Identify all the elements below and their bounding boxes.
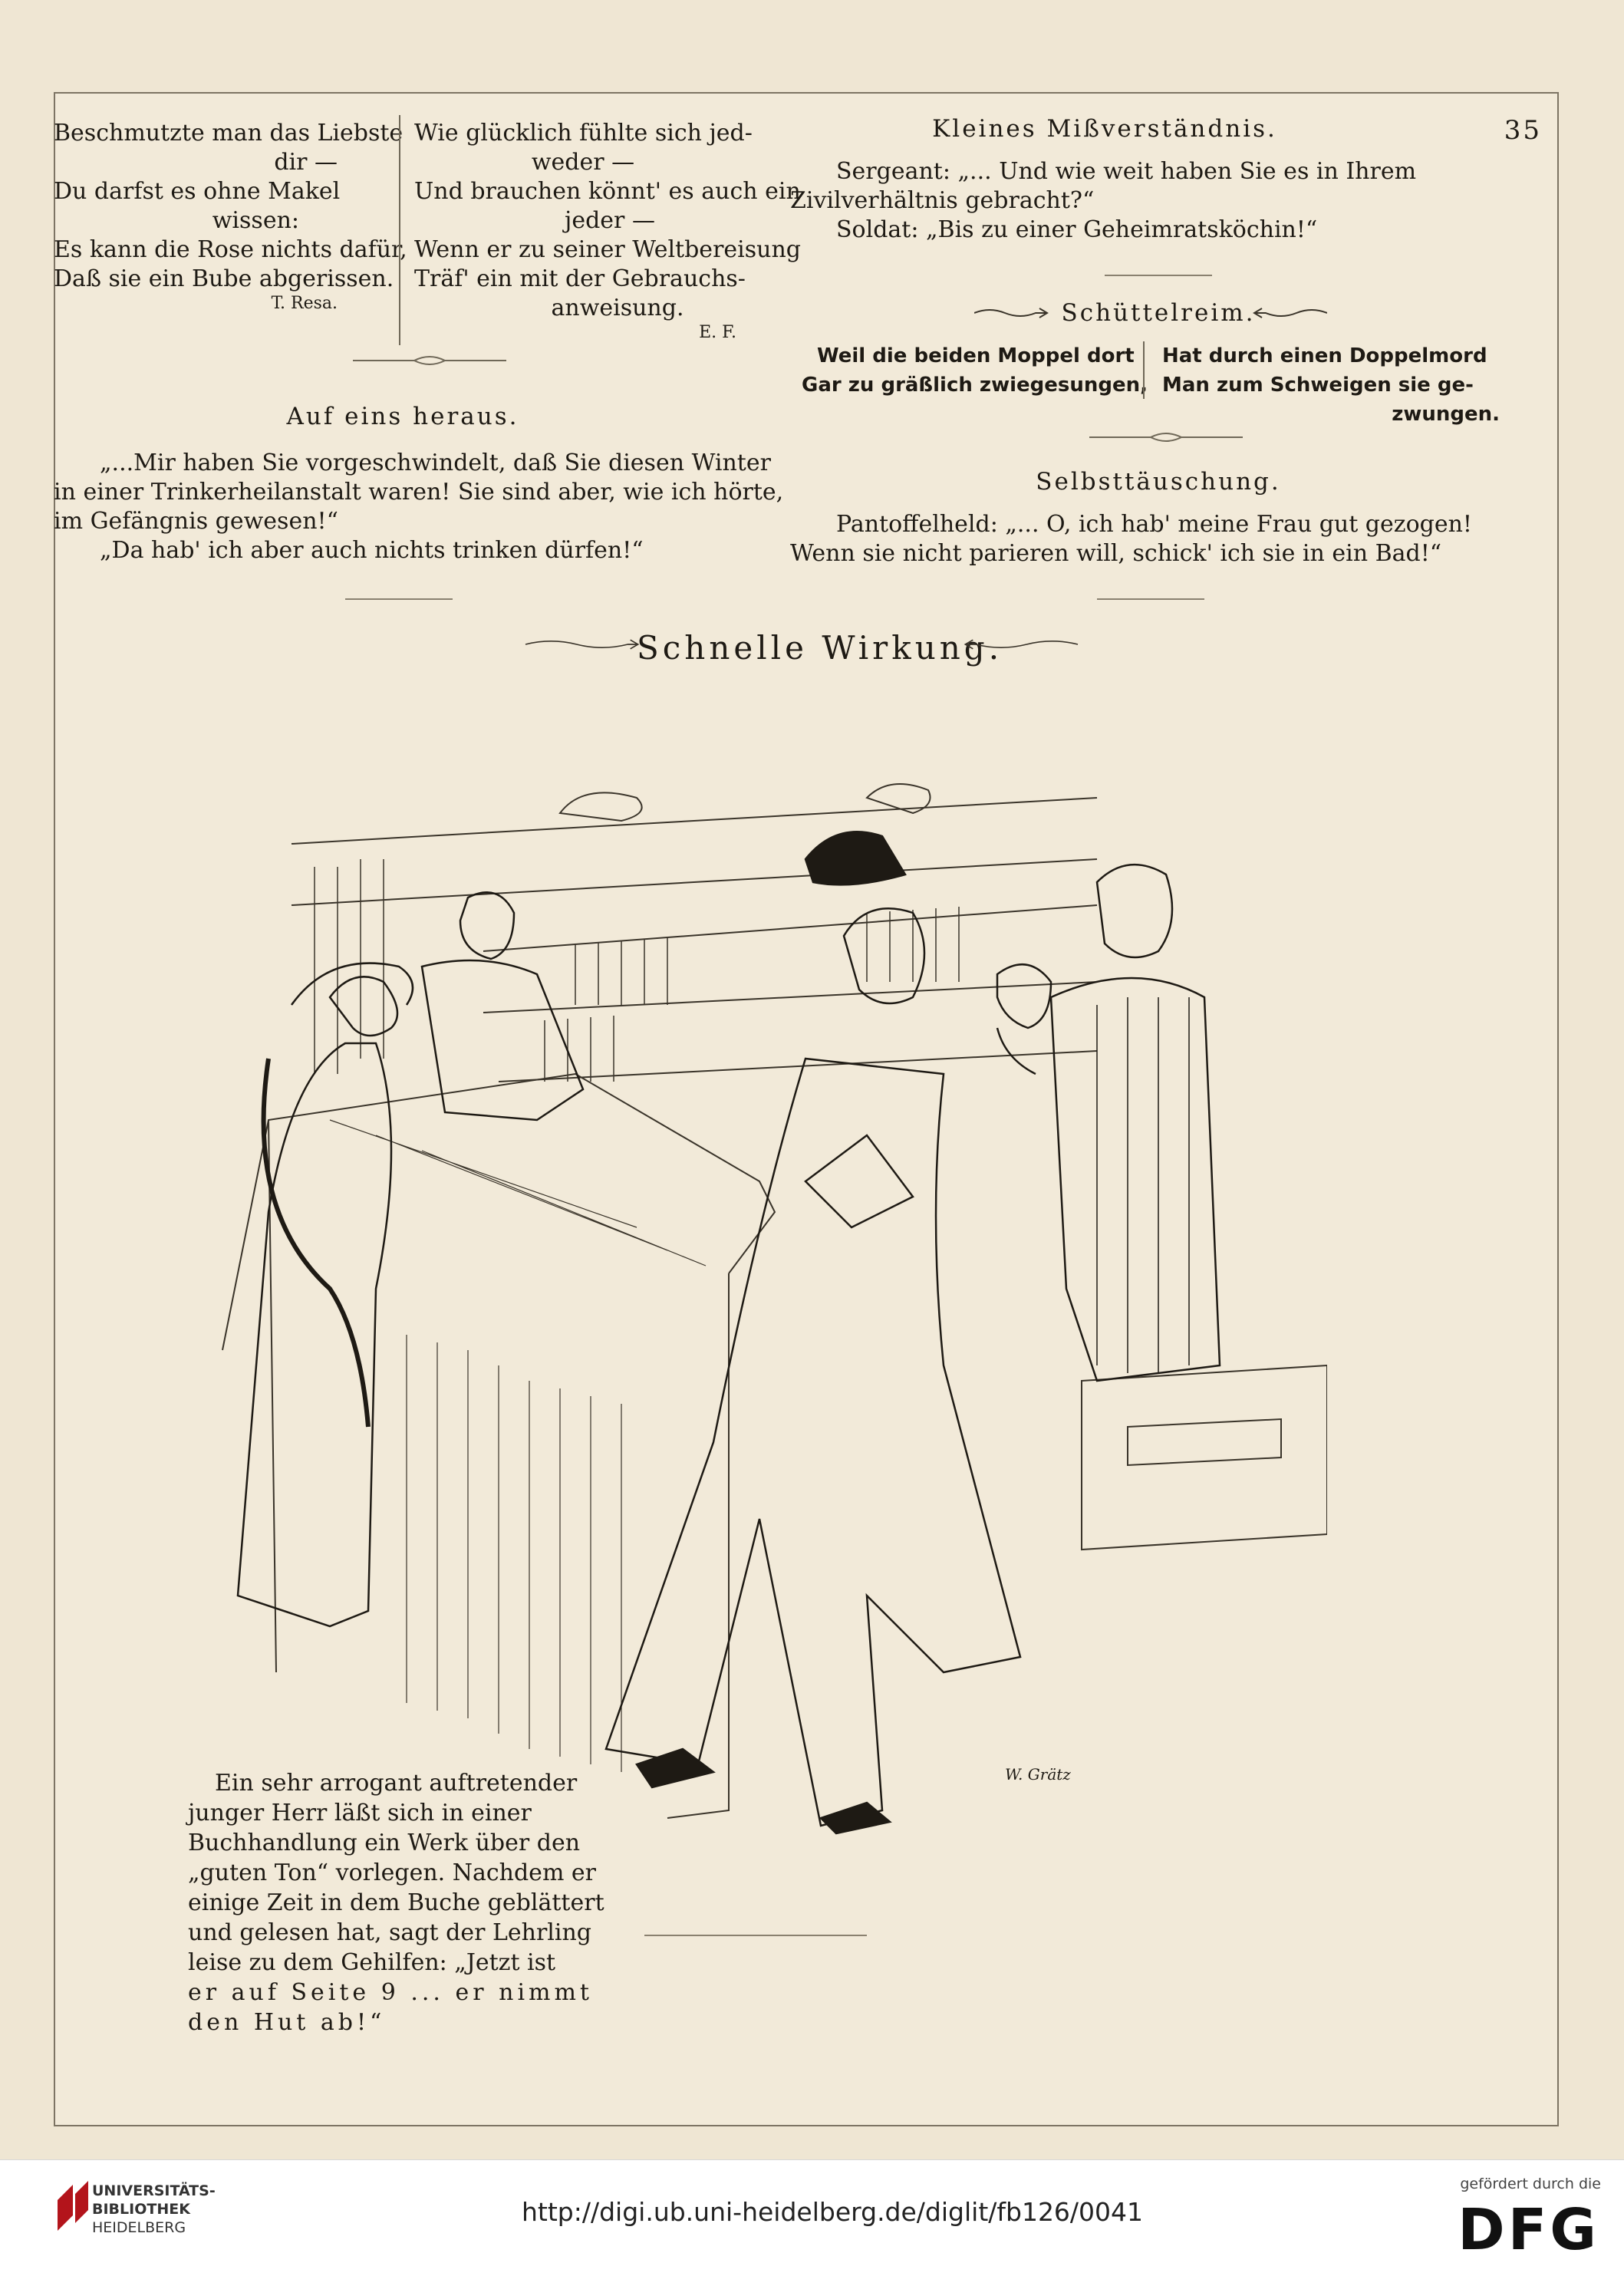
text-line: Hat durch einen Doppelmord: [1162, 344, 1487, 367]
caption-line: und gelesen hat, sagt der Lehrling: [188, 1919, 591, 1946]
shelf-line: [499, 1051, 1097, 1082]
text-line: Sergeant: „... Und wie weit haben Sie es in Ihrem: [836, 158, 1417, 185]
text-line: Weil die beiden Moppel dort: [817, 344, 1135, 367]
illustration-caption: [188, 1768, 604, 2037]
shoe: [637, 1749, 713, 1787]
lady-fur: [264, 1059, 368, 1427]
figure-assistant: [1051, 865, 1220, 1381]
poem-left-line: Du darfst es ohne Makel: [54, 178, 341, 205]
short-divider: [644, 1935, 867, 1936]
sponsor-text: gefördert durch die: [1460, 2176, 1601, 2192]
poem-right-line: anweisung.: [551, 295, 684, 321]
side-counter: [1082, 1365, 1327, 1550]
source-url-link[interactable]: http://digi.ub.uni-heidelberg.de/diglit/fb126/0041: [522, 2197, 1144, 2227]
arrow-ornament-right: [951, 637, 1089, 652]
library-line: BIBLIOTHEK: [92, 2201, 190, 2218]
open-book: [805, 1135, 913, 1227]
column-divider: [399, 115, 400, 345]
auf-eins-heraus-text: [54, 449, 784, 565]
clerk-head: [460, 892, 514, 959]
poem-right-line: Träf' ein mit der Gebrauchs-: [414, 265, 746, 292]
poem-left-line: Daß sie ein Bube abgerissen.: [54, 265, 394, 292]
arrow-ornament-right: [1250, 305, 1327, 321]
poem-left-line: Es kann die Rose nichts dafür,: [54, 236, 407, 263]
caption-line: Buchhandlung ein Werk über den: [188, 1830, 581, 1856]
poem-right-line: Wenn er zu seiner Weltbereisung: [414, 236, 801, 263]
poem-right-line: jeder —: [565, 207, 655, 234]
text-line: zwungen.: [1392, 403, 1500, 426]
dfg-logo: DFG: [1458, 2197, 1599, 2263]
assistant-head: [1097, 865, 1172, 957]
heading-kleines-missverstaendnis: Kleines Mißverständnis.: [932, 115, 1277, 143]
book-stack: [1128, 1419, 1281, 1465]
bowler-hat: [805, 832, 905, 884]
library-line: UNIVERSITÄTS-: [92, 2182, 216, 2199]
book-piles: [330, 1120, 706, 1266]
assistant-body: [1051, 978, 1220, 1381]
lamp: [867, 784, 931, 813]
text-line: Man zum Schweigen sie ge-: [1162, 374, 1474, 397]
poem-left: [54, 119, 407, 314]
poem-right-line: Wie glücklich fühlte sich jed-: [414, 120, 753, 147]
ornament-divider: [353, 353, 506, 368]
text-line: im Gefängnis gewesen!“: [54, 508, 338, 535]
text-line: „...Mir haben Sie vorgeschwindelt, daß Sie diesen Winter: [100, 450, 771, 476]
ornament-divider: [1089, 430, 1243, 445]
selbsttaeuschung-text: [790, 510, 1542, 568]
counter-top: [222, 1074, 775, 1350]
heading-auf-eins-heraus: Auf eins heraus.: [286, 403, 519, 430]
lady-dress: [238, 1043, 391, 1626]
poem-left-line: dir —: [274, 149, 338, 176]
poem-right-line: weder —: [531, 149, 635, 176]
digitization-footer: [0, 2159, 1624, 2276]
figure-clerk: [422, 892, 583, 1120]
short-divider: [345, 598, 453, 600]
caption-line: den Hut ab!“: [188, 2009, 386, 2036]
arrow-ornament-left: [514, 637, 652, 652]
caption-line: Ein sehr arrogant auftretender: [215, 1770, 578, 1797]
shelf-line: [292, 859, 1097, 905]
heading-schnelle-wirkung: Schnelle Wirkung.: [637, 629, 1003, 667]
schuettelreim-left: [802, 341, 1185, 400]
poem-left-signature: T. Resa.: [271, 294, 338, 313]
short-divider: [1097, 598, 1204, 600]
poem-right: [414, 119, 801, 343]
poem-right-signature: E. F.: [699, 323, 736, 342]
text-line: Gar zu gräßlich zwiegesungen,: [802, 374, 1148, 397]
caption-line: junger Herr läßt sich in einer: [188, 1800, 532, 1826]
figure-apprentice: [997, 964, 1051, 1074]
poem-right-line: Und brauchen könnt' es auch ein: [414, 178, 801, 205]
figure-lady: [238, 963, 413, 1626]
counter-hatching: [407, 1335, 621, 1772]
shoe: [821, 1803, 890, 1833]
text-line: „Da hab' ich aber auch nichts trinken dürfen!“: [100, 537, 644, 564]
heading-selbsttaeuschung: Selbsttäuschung.: [1036, 468, 1281, 496]
kleines-text: [790, 157, 1527, 245]
schuettelreim-right: [1162, 341, 1530, 429]
assistant-stripes: [1097, 997, 1189, 1373]
shelf-line: [292, 798, 1097, 844]
figure-young-man: [606, 832, 1020, 1833]
library-name: [92, 2182, 216, 2237]
poem-left-line: wissen:: [212, 207, 299, 234]
heading-schuettelreim: Schüttelreim.: [1061, 299, 1256, 327]
text-line: in einer Trinkerheilanstalt waren! Sie sind aber, wie ich hörte,: [54, 479, 784, 506]
man-coat: [606, 1059, 1020, 1826]
page-number: 35: [1504, 115, 1542, 146]
column-divider: [1143, 341, 1145, 399]
short-divider: [1105, 275, 1212, 276]
artist-signature: W. Grätz: [1005, 1765, 1071, 1784]
library-logo-icon: [54, 2177, 92, 2238]
lady-head: [330, 977, 397, 1036]
text-line: Zivilverhältnis gebracht?“: [790, 187, 1095, 214]
lamp: [560, 792, 642, 821]
text-line: Pantoffelheld: „... O, ich hab' meine Frau gut gezogen!: [836, 511, 1472, 538]
text-line: Soldat: „Bis zu einer Geheimratsköchin!“: [836, 216, 1318, 243]
caption-line: leise zu dem Gehilfen: „Jetzt ist: [188, 1949, 556, 1976]
poem-left-line: Beschmutzte man das Liebste: [54, 120, 404, 147]
scanned-page: [54, 92, 1557, 2125]
text-line: Wenn sie nicht parieren will, schick' ich sie in ein Bad!“: [790, 540, 1442, 567]
bookshop-illustration: [176, 752, 1327, 1856]
caption-line: einige Zeit in dem Buche geblättert: [188, 1889, 604, 1916]
library-line: HEIDELBERG: [92, 2219, 186, 2236]
apprentice-shoulder: [997, 1028, 1036, 1074]
caption-line: „guten Ton“ vorlegen. Nachdem er: [188, 1859, 597, 1886]
caption-line: er auf Seite 9 ... er nimmt: [188, 1979, 593, 2006]
arrow-ornament-left: [974, 305, 1051, 321]
apprentice-head: [997, 964, 1051, 1028]
clerk-body: [422, 960, 583, 1120]
